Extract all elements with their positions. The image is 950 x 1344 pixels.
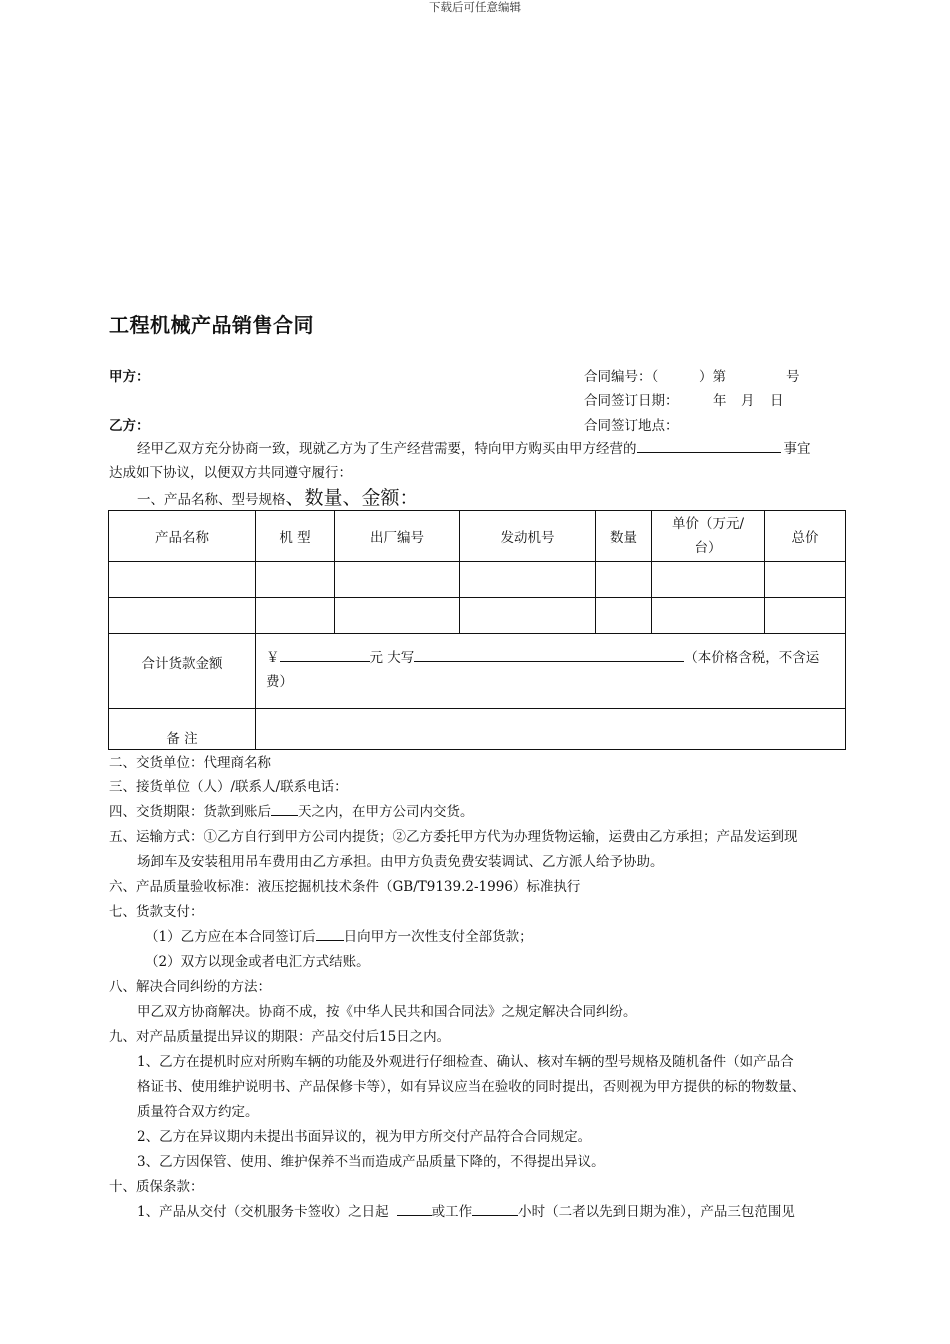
section-3: 三、接货单位（人）/联系人/联系电话：	[109, 779, 348, 795]
cell[interactable]	[109, 562, 256, 598]
table-row	[109, 598, 846, 634]
contract-number-end: 号	[786, 369, 800, 385]
goods-blank[interactable]	[637, 438, 781, 453]
section-6: 六、产品质量验收标准：液压挖掘机技术条件（GB/T9139.2-1996）标准执行	[109, 879, 581, 895]
section-8: 八、解决合同纠纷的方法：	[109, 979, 271, 995]
remark-row	[109, 709, 846, 750]
product-table	[108, 510, 846, 750]
sign-date-day: 日	[770, 393, 784, 409]
cell[interactable]	[596, 598, 652, 634]
cell[interactable]	[652, 598, 765, 634]
section-7-item-2: （2）双方以现金或者电汇方式结账。	[145, 954, 370, 970]
header-model: 机 型	[256, 511, 335, 562]
warranty-hours-blank[interactable]	[472, 1201, 518, 1216]
cell[interactable]	[256, 562, 335, 598]
sign-date-year: 年	[713, 393, 727, 409]
remark-cell[interactable]	[256, 709, 846, 750]
sign-date-month: 月	[741, 393, 755, 409]
section-9: 九、对产品质量提出异议的期限：产品交付后15日之内。	[109, 1029, 451, 1045]
header-note: 下载后可任意编辑	[429, 0, 521, 14]
section-9-item-1-line-3: 质量符合双方约定。	[137, 1104, 259, 1120]
header-product-name: 产品名称	[109, 511, 256, 562]
table-header-row	[109, 511, 846, 562]
section-9-item-2: 2、乙方在异议期内未提出书面异议的，视为甲方所交付产品符合合同规定。	[137, 1129, 592, 1145]
header-quantity: 数量	[596, 511, 652, 562]
section-10: 十、质保条款：	[109, 1179, 204, 1195]
contract-number-label: 合同编号：（	[584, 369, 659, 385]
section-8-item-1: 甲乙双方协商解决。协商不成，按《中华人民共和国合同法》之规定解决合同纠纷。	[137, 1004, 637, 1020]
cell[interactable]	[335, 598, 460, 634]
total-row	[109, 634, 846, 709]
sign-date-label: 合同签订日期：	[584, 393, 679, 409]
total-value-cell: ￥ 元 大写 （本价格含税，不含运费）	[256, 634, 846, 709]
section-5-line-2: 场卸车及安装租用吊车费用由乙方承担。由甲方负责免费安装调试、乙方派人给予协助。	[137, 854, 664, 870]
section-9-item-1-line-1: 1、乙方在提机时应对所购车辆的功能及外观进行仔细检查、确认、核对车辆的型号规格及随机备件（如产品合	[137, 1054, 794, 1070]
document-title: 工程机械产品销售合同	[109, 313, 314, 337]
section-7: 七、货款支付：	[109, 904, 204, 920]
header-engine-no: 发动机号	[460, 511, 596, 562]
section-1-heading: 一、产品名称、型号规格、数量、金额：	[137, 487, 419, 509]
party-a-label: 甲方：	[109, 369, 150, 385]
party-b-label: 乙方：	[109, 418, 150, 434]
sign-place-label: 合同签订地点：	[584, 418, 679, 434]
intro-line-1: 经甲乙双方充分协商一致，现就乙方为了生产经营需要，特向甲方购买由甲方经营的 事宜	[137, 437, 811, 461]
intro-line-2: 达成如下协议，以便双方共同遵守履行：	[109, 465, 352, 481]
cell[interactable]	[460, 598, 596, 634]
cell[interactable]	[460, 562, 596, 598]
cell[interactable]	[335, 562, 460, 598]
delivery-days-blank[interactable]	[271, 801, 298, 816]
header-unit-price: 单价（万元/台）	[652, 511, 765, 562]
section-10-item-1: 1、产品从交付（交机服务卡签收）之日起 或工作 小时（二者以先到日期为准），产品三包范围见	[137, 1200, 795, 1224]
amount-words-blank[interactable]	[414, 647, 684, 662]
header-total: 总价	[765, 511, 846, 562]
cell[interactable]	[256, 598, 335, 634]
section-7-item-1: （1）乙方应在本合同签订后 日向甲方一次性支付全部货款；	[145, 925, 533, 949]
warranty-period-blank[interactable]	[397, 1201, 432, 1216]
payment-days-blank[interactable]	[316, 926, 344, 941]
section-9-item-1-line-2: 格证书、使用维护说明书、产品保修卡等），如有异议应当在验收的同时提出，否则视为甲方提供的标的物数量、	[137, 1079, 806, 1095]
remark-label: 备 注	[109, 709, 256, 750]
amount-blank[interactable]	[280, 647, 370, 662]
cell[interactable]	[765, 598, 846, 634]
cell[interactable]	[765, 562, 846, 598]
table-row	[109, 562, 846, 598]
section-4: 四、交货期限：货款到账后 天之内，在甲方公司内交货。	[109, 800, 474, 824]
cell[interactable]	[652, 562, 765, 598]
section-5-line-1: 五、运输方式：①乙方自行到甲方公司内提货；②乙方委托甲方代为办理货物运输，运费由乙方承担；产品发运到现	[109, 829, 798, 845]
cell[interactable]	[109, 598, 256, 634]
cell[interactable]	[596, 562, 652, 598]
contract-number-mid: ）第	[699, 369, 726, 385]
section-9-item-3: 3、乙方因保管、使用、维护保养不当而造成产品质量下降的，不得提出异议。	[137, 1154, 605, 1170]
total-label: 合计货款金额	[109, 634, 256, 709]
header-serial: 出厂编号	[335, 511, 460, 562]
section-2: 二、交货单位：代理商名称	[109, 755, 271, 771]
